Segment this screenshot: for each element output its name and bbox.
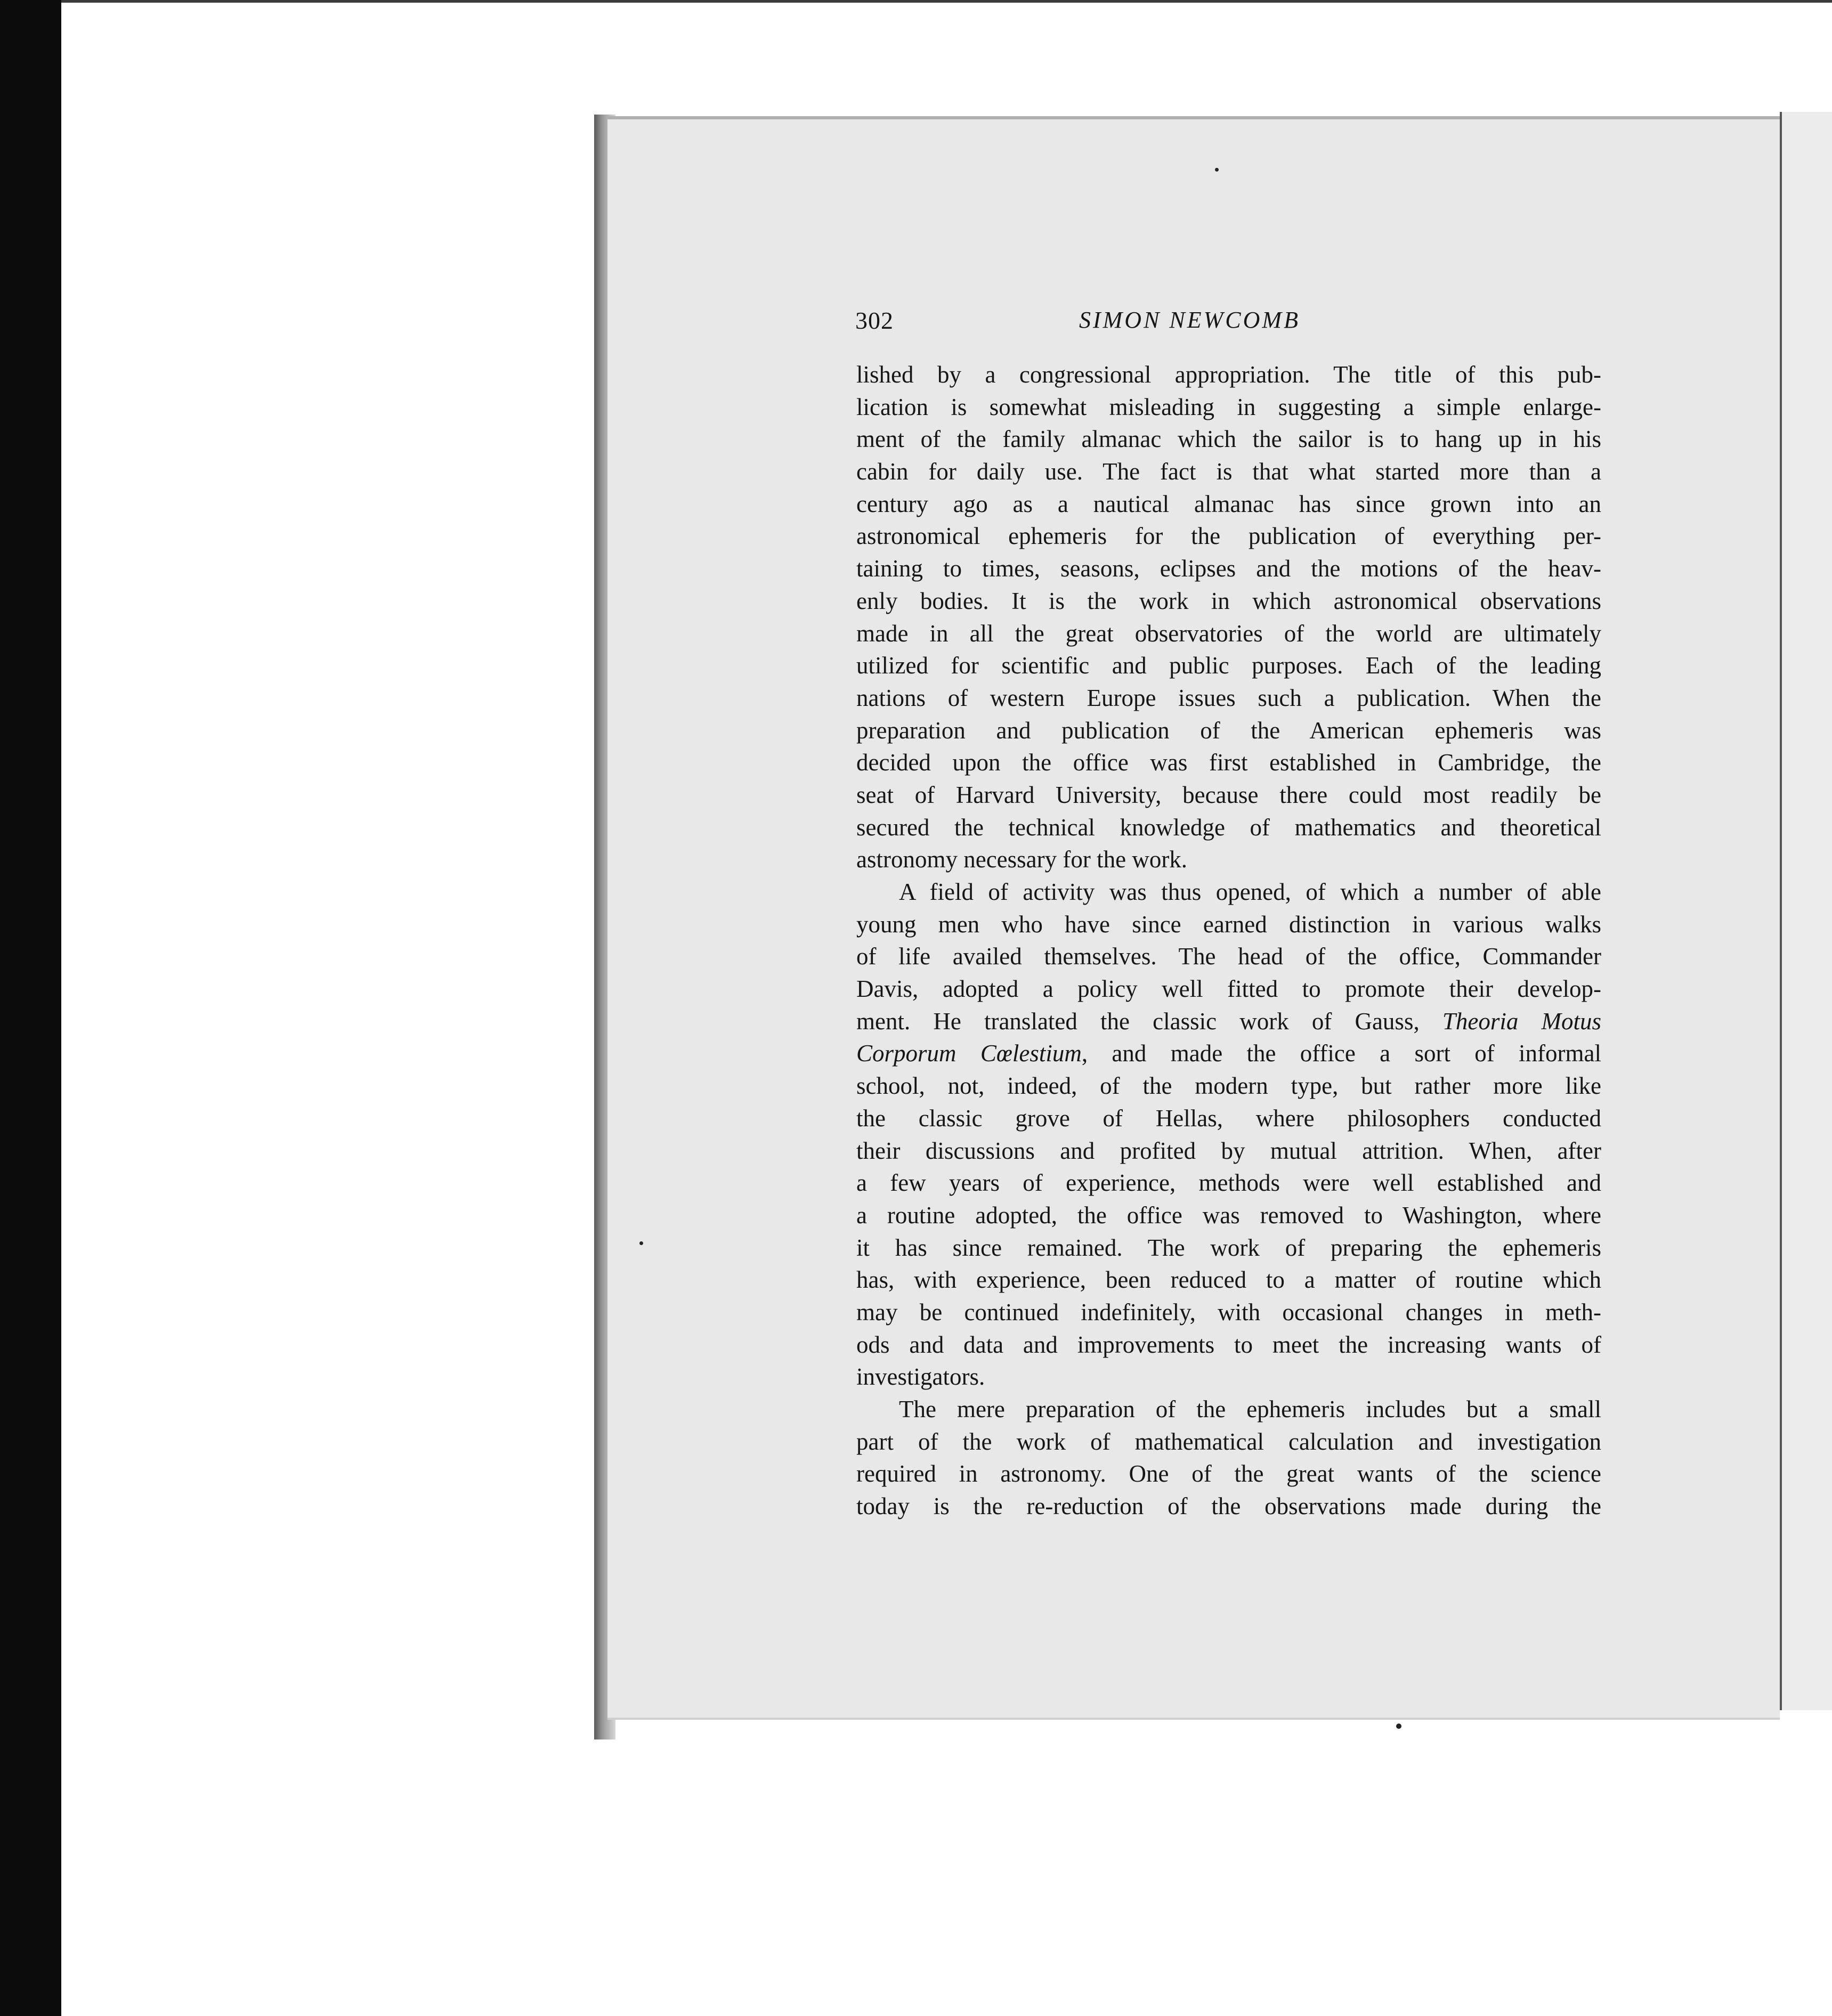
- text-line: The mere preparation of the ephemeris includes but a small: [899, 1396, 1601, 1422]
- running-title: SIMON NEWCOMB: [1079, 307, 1300, 333]
- text-line: lication is somewhat misleading in suggesting a simple enlarge-: [856, 393, 1601, 420]
- scan-speck: [1215, 168, 1219, 172]
- text-line: may be continued indefinitely, with occasional changes in meth-: [856, 1298, 1601, 1326]
- text-line: the classic grove of Hellas, where philosophers conducted: [856, 1104, 1601, 1132]
- text-line: a routine adopted, the office was removed to Washington, where: [856, 1201, 1601, 1229]
- text-line: preparation and publication of the American ephemeris was: [856, 717, 1601, 744]
- scan-speck: [1396, 1724, 1401, 1729]
- text-line: ment of the family almanac which the sailor is to hang up in his: [856, 426, 1601, 453]
- text-line: seat of Harvard University, because there could most readily be: [856, 781, 1601, 808]
- text-line: utilized for scientific and public purposes. Each of the leading: [856, 652, 1601, 679]
- text-line: required in astronomy. One of the great wants of the science: [856, 1460, 1601, 1487]
- text-line: century ago as a nautical almanac has since grown into an: [856, 490, 1601, 517]
- text-line: decided upon the office was first established in Cambridge, the: [856, 749, 1601, 776]
- text-line: nations of western Europe issues such a publication. When the: [856, 684, 1601, 711]
- text-line: Davis, adopted a policy well fitted to promote their develop-: [856, 976, 1601, 1003]
- text-line: A field of activity was thus opened, of which a number of able: [899, 879, 1601, 905]
- text-line: ods and data and improvements to meet the increasing wants of: [856, 1331, 1601, 1358]
- text-line: of life availed themselves. The head of the office, Commander: [856, 943, 1601, 970]
- text-line: enly bodies. It is the work in which astronomical observations: [856, 587, 1601, 614]
- body-text: [856, 359, 1601, 1523]
- text-line: made in all the great observatories of the world are ultimately: [856, 620, 1601, 647]
- text-line: today is the re-reduction of the observations made during the: [856, 1493, 1601, 1520]
- text-line: their discussions and profited by mutual attrition. When, after: [856, 1137, 1601, 1164]
- text-line: young men who have since earned distinction in various walks: [856, 911, 1601, 938]
- paragraph-1: [856, 359, 1601, 876]
- text-line: lished by a congressional appropriation. The title of this pub-: [856, 361, 1601, 388]
- text-fragment: , and made the office a sort of informal: [1081, 1040, 1601, 1067]
- text-line: it has since remained. The work of preparing the ephemeris: [856, 1234, 1601, 1261]
- paragraph-3: [856, 1393, 1601, 1523]
- text-line: investigators.: [856, 1363, 985, 1391]
- scan-speck: [639, 1241, 643, 1245]
- book-title-italic: Theoria Motus: [1442, 1007, 1602, 1035]
- text-line-with-italic: [856, 1005, 1601, 1038]
- paragraph-2: [856, 876, 1601, 1393]
- scan-left-edge: [0, 0, 61, 2016]
- running-head: [855, 306, 1601, 338]
- text-line: a few years of experience, methods were well established and: [856, 1169, 1601, 1197]
- page-number: 302: [855, 307, 894, 334]
- text-line: school, not, indeed, of the modern type, but rather more like: [856, 1072, 1601, 1100]
- text-line: cabin for daily use. The fact is that what started more than a: [856, 458, 1601, 485]
- text-line: secured the technical knowledge of mathematics and theoretical: [856, 814, 1601, 841]
- text-fragment: ment. He translated the classic work of Gauss,: [856, 1007, 1442, 1035]
- text-line: astronomical ephemeris for the publication of everything per-: [856, 523, 1601, 550]
- book-title-italic: Corporum Cœlestium: [856, 1040, 1082, 1067]
- text-line: taining to times, seasons, eclipses and the motions of the heav-: [856, 555, 1601, 582]
- text-line: has, with experience, been reduced to a matter of routine which: [856, 1266, 1601, 1294]
- text-line: astronomy necessary for the work.: [856, 846, 1188, 873]
- facing-page-edge: [1780, 112, 1832, 1710]
- scan-top-edge: [61, 0, 1832, 3]
- text-line-with-italic: [856, 1037, 1601, 1070]
- text-line: part of the work of mathematical calculation and investigation: [856, 1428, 1601, 1455]
